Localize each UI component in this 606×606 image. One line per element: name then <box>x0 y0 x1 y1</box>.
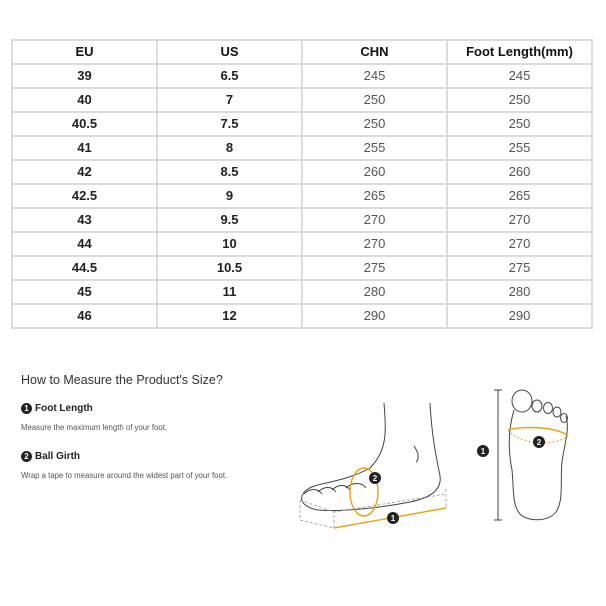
cell-chn: 250 <box>302 112 447 136</box>
cell-us: 9.5 <box>157 208 302 232</box>
cell-foot-length: 250 <box>447 112 592 136</box>
measure-guide-title: How to Measure the Product's Size? <box>21 373 223 387</box>
header-us: US <box>157 40 302 64</box>
foot-length-label: Foot Length <box>35 403 93 414</box>
cell-chn: 250 <box>302 88 447 112</box>
number-two-icon: 2 <box>21 451 32 462</box>
cell-eu: 46 <box>12 304 157 328</box>
cell-us: 7.5 <box>157 112 302 136</box>
cell-eu: 40 <box>12 88 157 112</box>
cell-eu: 42 <box>12 160 157 184</box>
cell-us: 8 <box>157 136 302 160</box>
cell-foot-length: 270 <box>447 208 592 232</box>
ball-girth-label: Ball Girth <box>35 451 81 462</box>
foot-length-desc: Measure the maximum length of your foot. <box>21 423 168 432</box>
cell-chn: 245 <box>302 64 447 88</box>
cell-foot-length: 290 <box>447 304 592 328</box>
marker-one-sole: 1 <box>480 447 486 456</box>
cell-eu: 40.5 <box>12 112 157 136</box>
marker-two-sole: 2 <box>536 438 542 447</box>
cell-chn: 255 <box>302 136 447 160</box>
cell-foot-length: 270 <box>447 232 592 256</box>
cell-eu: 44.5 <box>12 256 157 280</box>
cell-eu: 43 <box>12 208 157 232</box>
cell-foot-length: 250 <box>447 88 592 112</box>
cell-chn: 275 <box>302 256 447 280</box>
cell-chn: 265 <box>302 184 447 208</box>
cell-eu: 42.5 <box>12 184 157 208</box>
number-one-icon: 1 <box>21 403 32 414</box>
cell-us: 10 <box>157 232 302 256</box>
cell-eu: 45 <box>12 280 157 304</box>
marker-one-side: 1 <box>390 514 396 523</box>
cell-foot-length: 245 <box>447 64 592 88</box>
cell-chn: 260 <box>302 160 447 184</box>
cell-chn: 290 <box>302 304 447 328</box>
cell-us: 7 <box>157 88 302 112</box>
cell-eu: 39 <box>12 64 157 88</box>
cell-us: 8.5 <box>157 160 302 184</box>
header-chn: CHN <box>302 40 447 64</box>
marker-two-side: 2 <box>372 474 378 483</box>
cell-foot-length: 265 <box>447 184 592 208</box>
cell-foot-length: 275 <box>447 256 592 280</box>
cell-eu: 41 <box>12 136 157 160</box>
cell-chn: 270 <box>302 208 447 232</box>
header-eu: EU <box>12 40 157 64</box>
cell-foot-length: 280 <box>447 280 592 304</box>
cell-us: 11 <box>157 280 302 304</box>
ball-girth-desc: Wrap a tape to measure around the widest part of your foot. <box>21 471 228 480</box>
header-foot-length: Foot Length(mm) <box>447 40 592 64</box>
cell-us: 12 <box>157 304 302 328</box>
cell-eu: 44 <box>12 232 157 256</box>
cell-us: 10.5 <box>157 256 302 280</box>
cell-chn: 270 <box>302 232 447 256</box>
cell-chn: 280 <box>302 280 447 304</box>
cell-us: 6.5 <box>157 64 302 88</box>
cell-foot-length: 255 <box>447 136 592 160</box>
cell-us: 9 <box>157 184 302 208</box>
cell-foot-length: 260 <box>447 160 592 184</box>
